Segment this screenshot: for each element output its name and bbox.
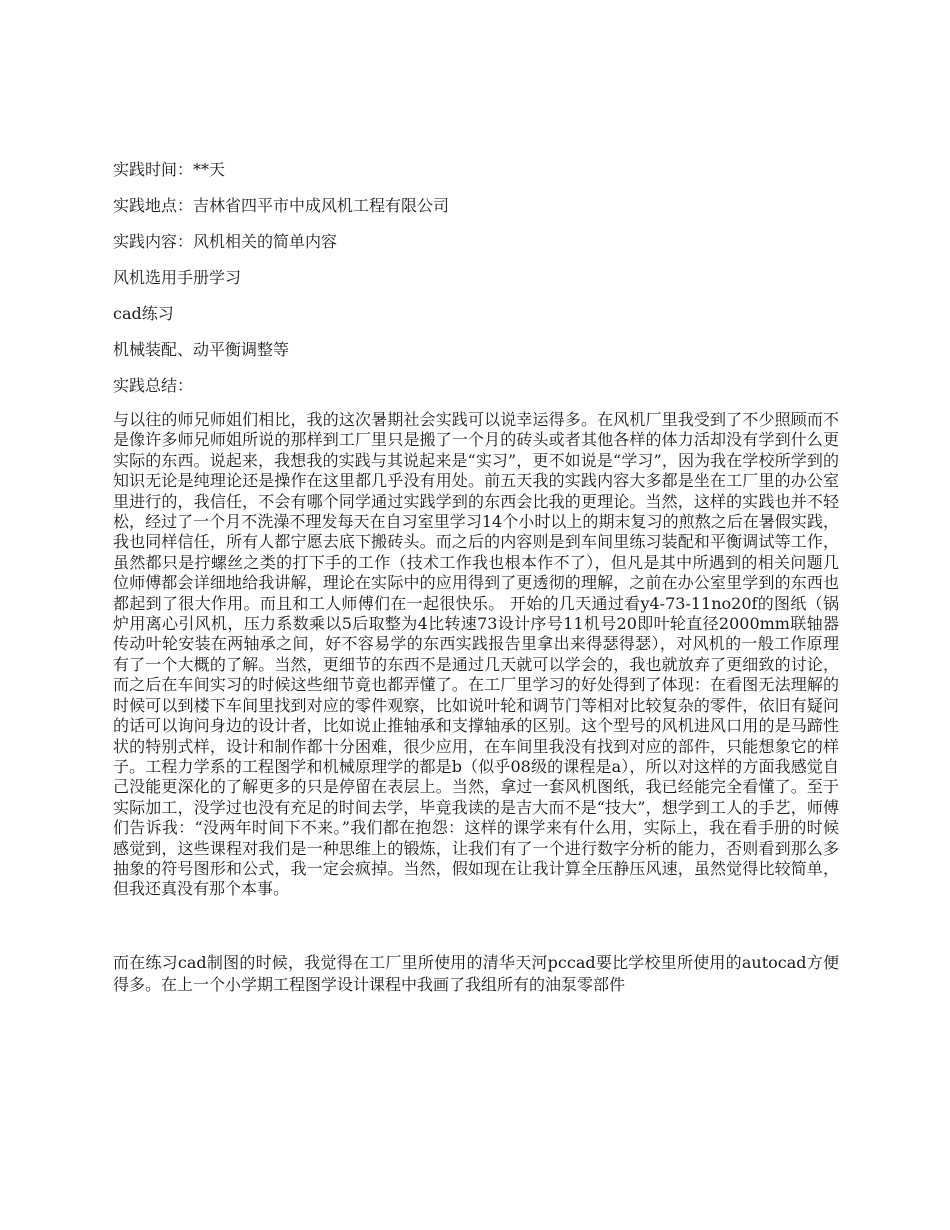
cad-paragraph: 而在练习cad制图的时候，我觉得在工厂里所使用的清华天河pccad要比学校里所使用的autocad方便得多。在上一个小学期工程图学设计课程中我画了我组所有的油泵零部件 — [113, 952, 839, 994]
summary-paragraph: 与以往的师兄师姐们相比，我的这次暑期社会实践可以说幸运得多。在风机厂里我受到了不少照顾而不是像许多师兄师姐所说的那样到工厂里只是搬了一个月的砖头或者其他各样的体力活却没有学到什么更实际的东西。说起来，我想我的实践与其说起来是“实习”，更不如说是“学习”，因为我在学校所学到的知识无论是纯理论还是操作在这里都几乎没有用处。前五天我的实践内容大多都是坐在工厂里的办公室里进行的，我信任，不会有哪个同学通过实践学到的东西会比我的更理论。当然，这样的实践也并不轻松，经过了一个月不洗澡不理发每天在自习室里学习14个小时以上的期末复习的煎熬之后在暑假实践，我也同样信任，所有人都宁愿去底下搬砖头。而之后的内容则是到车间里练习装配和平衡调试等工作，虽然都只是拧螺丝之类的打下手的工作（技术工作我也根本作不了），但凡是其中所遇到的相关问题几位师傅都会详细地给我讲解，理论在实际中的应用得到了更透彻的理解，之前在办公室里学到的东西也都起到了很大作用。而且和工人师傅们在一起很快乐。 开始的几天通过看y4-73-11no20f的图纸（锅炉用离心引风机，压力系数乘以5后取整为4比转速73设计序号11机号20即叶轮直径2000mm联轴器传动叶轮安装在两轴承之间，好不容易学的东西实践报告里拿出来得瑟得瑟），对风机的一般工作原理有了一个大概的了解。当然，更细节的东西不是通过几天就可以学会的，我也就放弃了更细致的讨论，而之后在车间实习的时候这些细节竟也都弄懂了。在工厂里学习的好处得到了体现：在看图无法理解的时候可以到楼下车间里找到对应的零件观察，比如说叶轮和调节门等相对比较复杂的零件，依旧有疑问的话可以询问身边的设计者，比如说止推轴承和支撑轴承的区别。这个型号的风机进风口用的是马蹄性状的特别式样，设计和制作都十分困难，很少应用，在车间里我没有找到对应的部件，只能想象它的样子。工程力学系的工程图学和机械原理学的都是b（似乎08级的课程是a），所以对这样的方面我感觉自己没能更深化的了解更多的只是停留在表层上。当然，拿过一套风机图纸，我已经能完全看懂了。至于实际加工，没学过也没有充足的时间去学，毕竟我读的是吉大而不是“技大”，想学到工人的手艺，师傅们告诉我：“没两年时间下不来。”我们都在抱怨：这样的课学来有什么用，实际上，我在看手册的时候感觉到，这些课程对我们是一种思维上的锻炼，让我们有了一个进行数字分析的能力，否则看到那么多抽象的符号图形和公式，我一定会疯掉。当然，假如现在让我计算全压静压风速，虽然觉得比较简单，但我还真没有那个本事。 — [113, 410, 839, 899]
cad-practice-line: cad练习 — [113, 304, 174, 323]
summary-heading: 实践总结： — [113, 376, 194, 395]
practice-location-line: 实践地点：吉林省四平市中成风机工程有限公司 — [113, 196, 450, 215]
assembly-line: 机械装配、动平衡调整等 — [113, 340, 290, 359]
paragraph-gap — [113, 900, 839, 952]
practice-content-line: 实践内容：风机相关的简单内容 — [113, 232, 338, 251]
document-page — [113, 158, 839, 996]
fan-manual-line: 风机选用手册学习 — [113, 268, 242, 287]
practice-time-line: 实践时间：**天 — [113, 160, 226, 179]
